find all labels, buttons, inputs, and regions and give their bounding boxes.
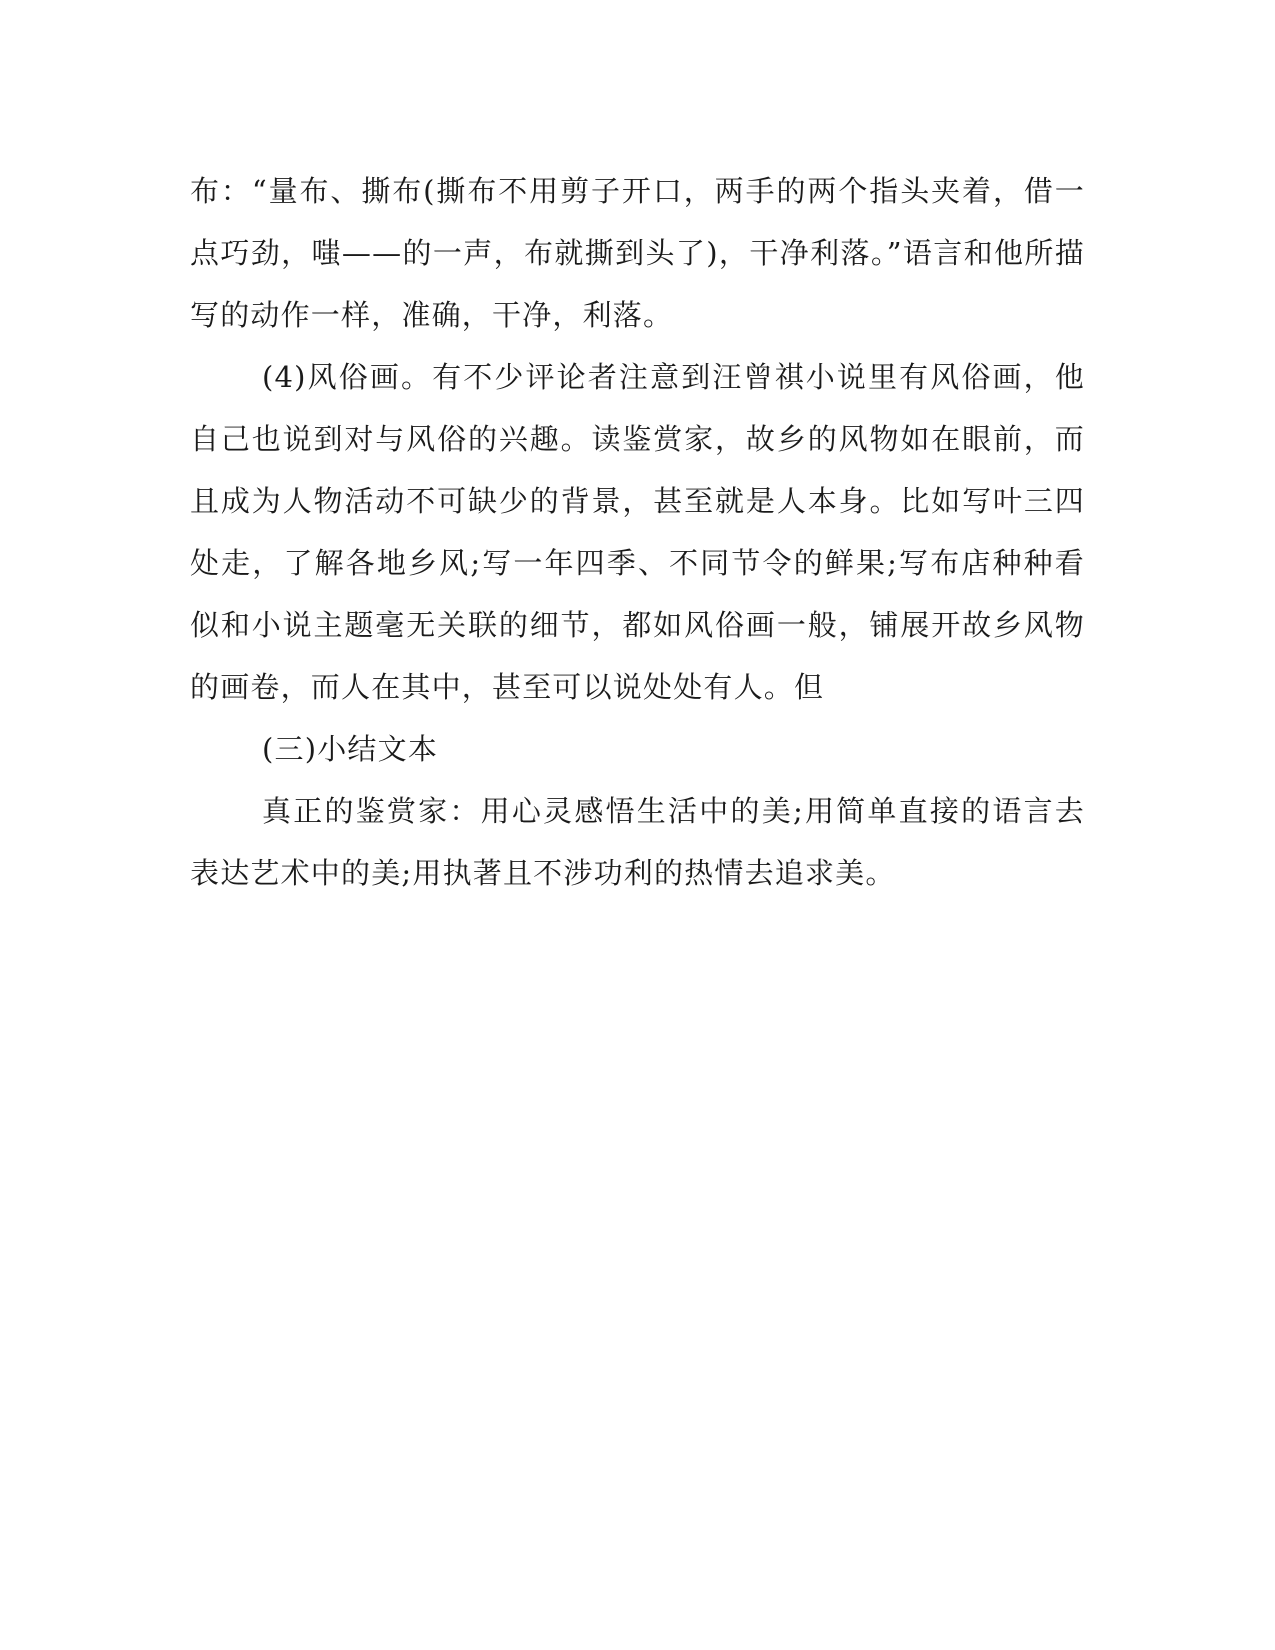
paragraph-folk-painting: (4)风俗画。有不少评论者注意到汪曾祺小说里有风俗画，他自己也说到对与风俗的兴趣。读鉴赏家，故乡的风物如在眼前，而且成为人物活动不可缺少的背景，甚至就是人本身。比如写叶三四处走，了解各地乡风;写一年四季、不同节令的鲜果;写布店种种看似和小说主题毫无关联的细节，都如风俗画一般，铺展开故乡风物的画卷，而人在其中，甚至可以说处处有人。但 [190, 360, 1085, 704]
section-heading-summary: (三)小结文本 [262, 732, 439, 766]
paragraph-continued-cloth-description: 布：“量布、撕布(撕布不用剪子开口，两手的两个指头夹着，借一点巧劲，嗤——的一声，布就撕到头了)，干净利落。”语言和他所描写的动作一样，准确，干净，利落。 [190, 174, 1085, 332]
document-body [190, 160, 1085, 904]
paragraph-true-connoisseur: 真正的鉴赏家：用心灵感悟生活中的美;用简单直接的语言去表达艺术中的美;用执著且不涉功利的热情去追求美。 [190, 794, 1085, 890]
